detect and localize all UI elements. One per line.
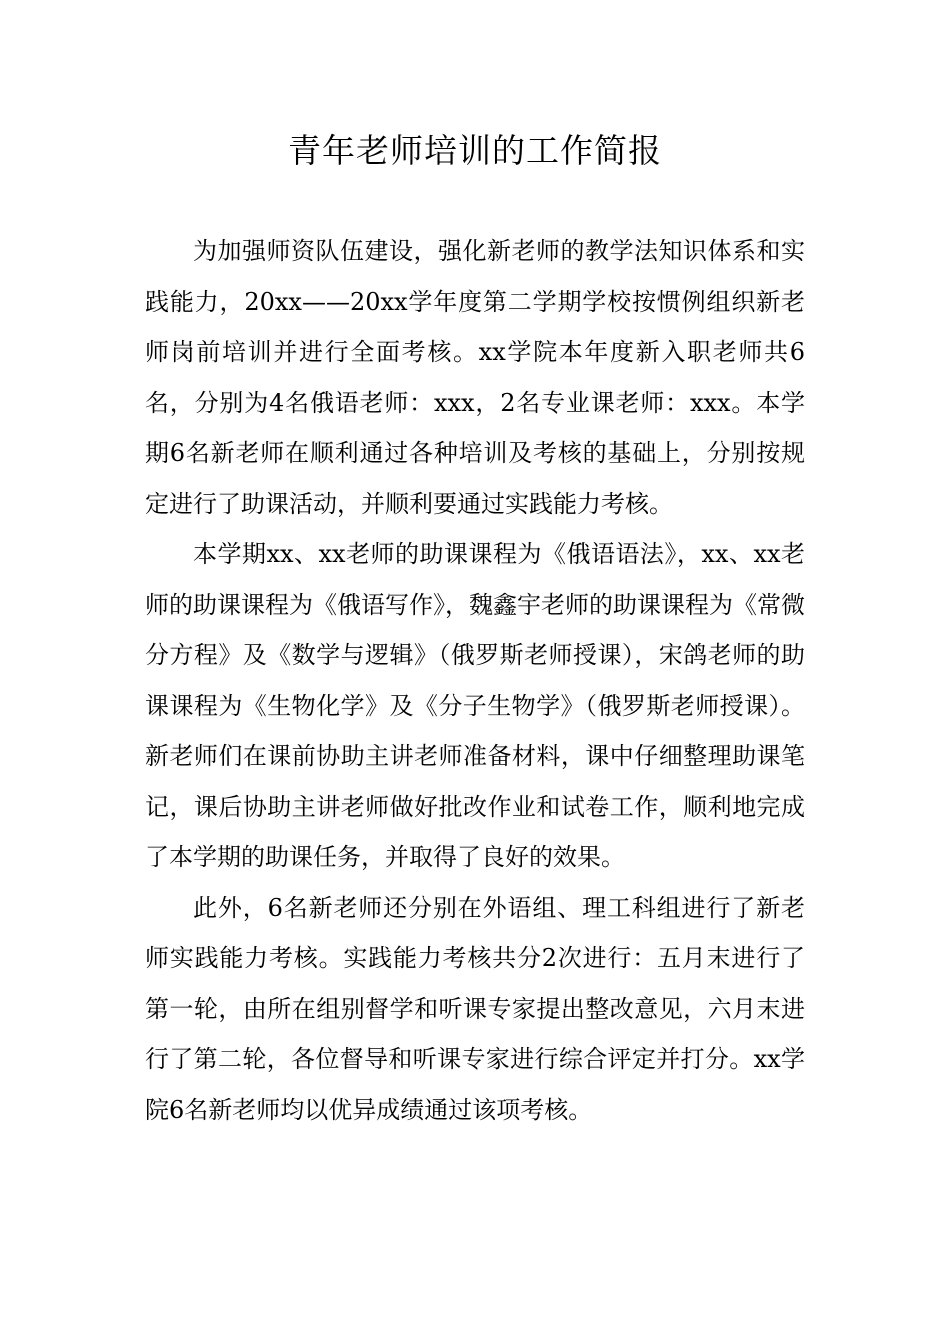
paragraph-intro: 为加强师资队伍建设，强化新老师的教学法知识体系和实践能力，20xx——20xx学年度第二学期学校按惯例组织新老师岗前培训并进行全面考核。xx学院本年度新入职老师共6名，分别为4名俄语老师：xxx，2名专业课老师：xxx。本学期6名新老师在顺利通过各种培训及考核的基础上，分别按规定进行了助课活动，并顺利要通过实践能力考核。 — [145, 237, 805, 518]
paragraph-assistant-courses: 本学期xx、xx老师的助课课程为《俄语语法》，xx、xx老师的助课课程为《俄语写作》，魏鑫宇老师的助课课程为《常微分方程》及《数学与逻辑》（俄罗斯老师授课），宋鸽老师的助课课程为《生物化学》及《分子生物学》（俄罗斯老师授课）。新老师们在课前协助主讲老师准备材料，课中仔细整理助课笔记，课后协助主讲老师做好批改作业和试卷工作，顺利地完成了本学期的助课任务，并取得了良好的效果。 — [145, 540, 805, 871]
document-title: 青年老师培训的工作简报 — [288, 131, 662, 170]
document-body — [145, 226, 805, 1135]
paragraph-practice-assessment: 此外，6名新老师还分别在外语组、理工科组进行了新老师实践能力考核。实践能力考核共分2次进行：五月末进行了第一轮，由所在组别督学和听课专家提出整改意见，六月末进行了第二轮，各位督导和听课专家进行综合评定并打分。xx学院6名新老师均以优异成绩通过该项考核。 — [145, 893, 805, 1124]
